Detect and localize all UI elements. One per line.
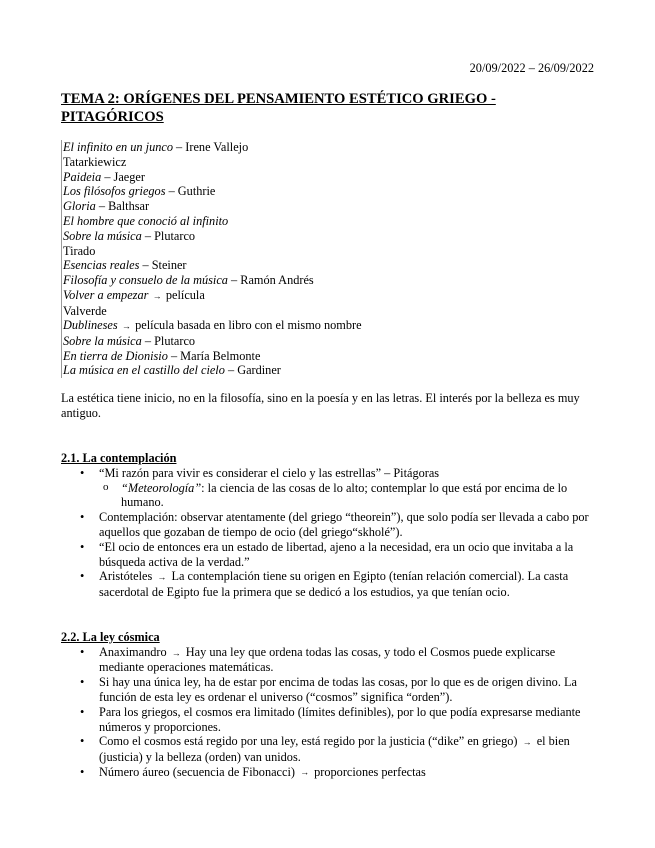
list-item-text: “El ocio de entonces era un estado de libertad, ajeno a la necesidad, era un ocio que invitaba a la búsqueda activa de la verdad.” (99, 539, 574, 569)
work-title: En tierra de Dionisio (63, 348, 168, 363)
author-name: Irene Vallejo (185, 140, 249, 154)
list-item (61, 705, 596, 735)
author-name: Gardiner (237, 363, 281, 378)
author-name: María Belmonte (180, 348, 261, 363)
bibliography-entry (63, 184, 583, 199)
separator: – (227, 273, 241, 288)
author-name: Guthrie (177, 184, 216, 199)
separator: – (141, 228, 155, 243)
sub-list-item (99, 481, 596, 511)
bibliography-entry (63, 140, 583, 155)
work-title: La música en el castillo del cielo (63, 363, 225, 378)
bibliography-entry (63, 304, 583, 319)
work-title: Gloria (63, 199, 96, 214)
date-range: 20/09/2022 – 26/09/2022 (469, 61, 594, 75)
bibliography-entry (63, 349, 583, 364)
author-name: Ramón Andrés (240, 273, 314, 288)
list-item (61, 645, 596, 675)
author-name: Plutarco (154, 228, 196, 243)
bibliography-entry (63, 273, 583, 288)
bibliography-list (61, 140, 583, 378)
bibliography-entry (63, 199, 583, 214)
author-name: Balthsar (108, 199, 150, 214)
separator: – (141, 333, 155, 348)
bullet-list (61, 645, 596, 780)
separator: – (139, 258, 152, 273)
list-item-text: La contemplación tiene su origen en Egipto (tenían relación comercial). La casta sacerdotal de Egipto fue la primera que se dedicó a los estudios, ya que tenían ocio. (99, 569, 569, 599)
separator: – (101, 169, 114, 184)
bullet-list (61, 466, 596, 600)
bibliography-entry (63, 258, 583, 273)
author-name: Valverde (63, 303, 107, 318)
bibliography-entry (63, 334, 583, 349)
list-item (61, 765, 596, 781)
bibliography-entry (63, 155, 583, 170)
list-item-text: Anaximandro (99, 644, 167, 659)
arrow-right-icon: → (157, 572, 167, 583)
list-item-text: : la ciencia de las cosas de lo alto; contemplar lo que está por encima de lo humano. (121, 480, 568, 510)
list-item-text: Como el cosmos está regido por una ley, está regido por la justicia (“dike” en griego) (99, 734, 518, 749)
author-name: Plutarco (154, 333, 196, 348)
bibliography-entry (63, 318, 583, 334)
section-heading: 2.2. La ley cósmica (61, 630, 160, 644)
work-title: Esencias reales (63, 258, 140, 273)
list-item-text: Número áureo (secuencia de Fibonacci) (99, 764, 295, 779)
page-title: TEMA 2: ORÍGENES DEL PENSAMIENTO ESTÉTICO GRIEGO - PITAGÓRICOS (61, 91, 496, 125)
list-item-text: Aristóteles (99, 569, 153, 584)
bibliography-entry (63, 214, 583, 229)
list-item-text: proporciones perfectas (314, 764, 426, 779)
list-item-text: Si hay una única ley, ha de estar por encima de todas las cosas, por lo que es de origen divino. La función de esta ley es ordenar el universo (“cosmos” significa “orden”). (99, 675, 577, 704)
author-name: película basada en libro con el mismo nombre (135, 318, 362, 333)
list-item-text: el bien (justicia) y la belleza (orden) van unidos. (99, 734, 570, 764)
author-name: Tatarkiewicz (63, 154, 127, 169)
term: “Meteorología” (121, 480, 202, 495)
work-title: Filosofía y consuelo de la música (63, 273, 228, 288)
separator: – (224, 363, 238, 378)
separator: – (165, 184, 178, 199)
list-item-text: Hay una ley que ordena todas las cosas, y todo el Cosmos puede explicarse mediante operaciones matemáticas. (99, 644, 556, 675)
bibliography-entry (63, 170, 583, 185)
section-heading: 2.1. La contemplación (61, 451, 177, 465)
sub-bullet-list (99, 481, 596, 511)
separator: – (172, 140, 186, 154)
list-item (61, 569, 596, 599)
arrow-right-icon: → (150, 290, 164, 301)
work-title: El infinito en un junco (63, 140, 173, 154)
arrow-right-icon: → (300, 767, 310, 778)
intro-paragraph: La estética tiene inicio, no en la filosofía, sino en la poesía y en las letras. El interés por la belleza es muy antiguo. (61, 391, 580, 420)
bibliography-entry (63, 288, 583, 304)
work-title: Volver a empezar (63, 287, 149, 302)
author-name: Steiner (151, 258, 187, 273)
arrow-right-icon: → (171, 647, 181, 658)
bibliography-entry (63, 229, 583, 244)
separator: – (167, 348, 181, 363)
list-item-text: Para los griegos, el cosmos era limitado (límites definibles), por lo que podía expresarse mediante números y proporciones. (99, 704, 581, 734)
work-title: Dublineses (63, 318, 118, 333)
separator: – (95, 199, 109, 214)
work-title: Los filósofos griegos (63, 184, 166, 199)
arrow-right-icon: → (119, 321, 134, 332)
author-name: película (165, 287, 205, 302)
work-title: Paideia (63, 169, 102, 184)
list-item (61, 540, 596, 570)
section-contemplation (61, 451, 596, 600)
work-title: Sobre la música (63, 333, 142, 348)
list-item (61, 675, 596, 705)
list-item-text: “Mi razón para vivir es considerar el cielo y las estrellas” – Pitágoras (99, 465, 440, 480)
work-title: El hombre que conoció al infinito (63, 213, 229, 228)
work-title: Sobre la música (63, 228, 142, 243)
section-cosmic-law (61, 630, 596, 780)
bibliography-entry (63, 244, 583, 259)
list-item (61, 466, 596, 510)
author-name: Jaeger (113, 169, 145, 184)
list-item (61, 734, 596, 764)
bibliography-entry (63, 363, 583, 378)
arrow-right-icon: → (522, 737, 532, 748)
author-name: Tirado (63, 243, 96, 258)
list-item-text: Contemplación: observar atentamente (del griego “theorein”), que solo podía ser llevada a cabo por aquellos que gozaban de tiempo de ocio (del griego“skholé”). (99, 510, 589, 539)
list-item (61, 510, 596, 540)
